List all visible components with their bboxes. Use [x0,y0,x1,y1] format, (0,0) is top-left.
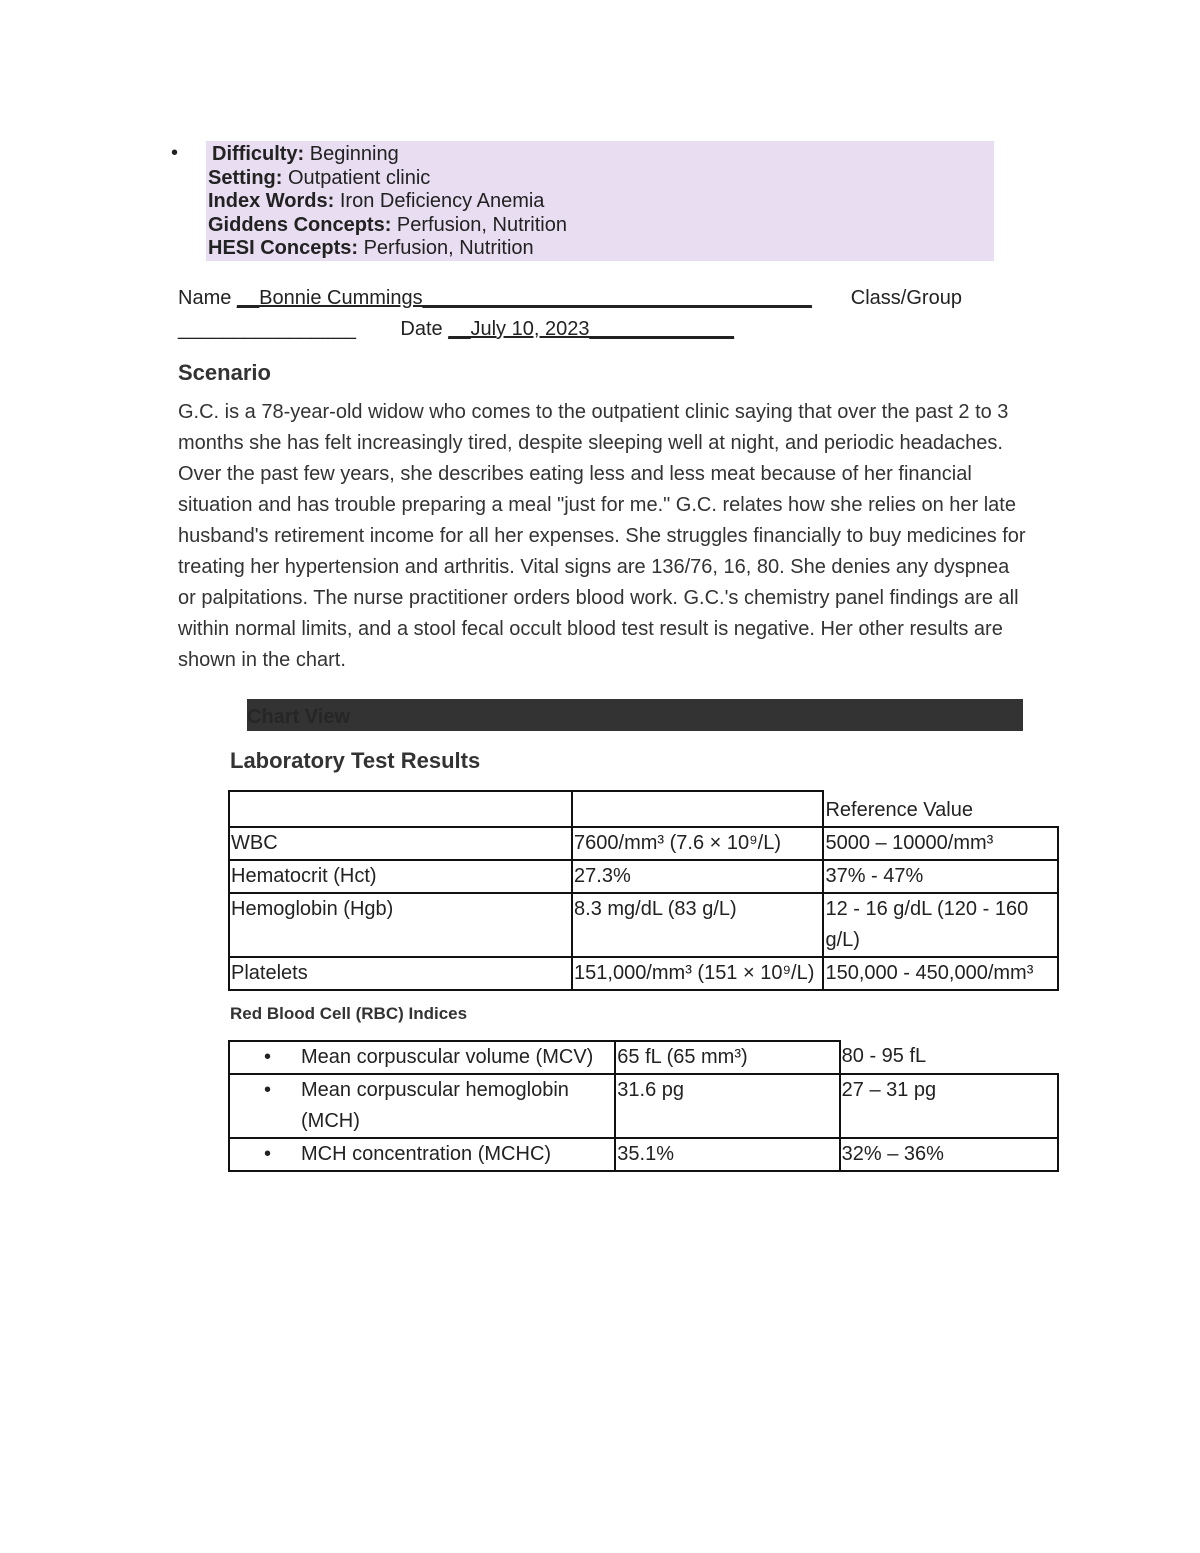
table-row [229,957,1058,990]
scenario-text: G.C. is a 78-year-old widow who comes to the outpatient clinic saying that over the past 2 to 3 months she has felt increasingly tired, despite sleeping well at night, and periodic headaches. Over the past few years, she describes eating less and less meat because of her financial situation and has trouble preparing a meal "just for me." G.C. relates how she relies on her late husband's retirement income for all her expenses. She struggles financially to buy medicines for treating her hypertension and arthritis. Vital signs are 136/76, 16, 80. She denies any dyspnea or palpitations. The nurse practitioner orders blood work. G.C.'s chemistry panel findings are all within normal limits, and a stool fecal occult blood test result is negative. Her other results are shown in the chart. [178,401,1026,671]
hesi-line [208,237,567,261]
difficulty-line [208,143,567,167]
rbc-test-name: • Mean corpuscular hemoglobin (MCH) [229,1074,615,1138]
lab-test-reference: 12 - 16 g/dL (120 - 160 g/L) [823,893,1058,957]
table-row [229,1041,1058,1074]
table-row [229,827,1058,860]
rbc-test-result: 31.6 pg [615,1074,839,1138]
lab-results-heading: Laboratory Test Results [230,748,481,773]
bullet-icon: • [171,142,179,164]
difficulty-value: Beginning [309,143,399,165]
lab-test-name: Hematocrit (Hct) [229,860,572,893]
name-label: Name [178,287,232,309]
lab-test-result: 8.3 mg/dL (83 g/L) [572,893,823,957]
giddens-line [208,214,567,238]
table-row [229,1138,1058,1171]
lab-test-result: 7600/mm³ (7.6 × 10⁹/L) [572,827,823,860]
student-info [178,283,962,345]
index-words-label: Index Words: [208,190,335,212]
lab-results-table [228,790,1059,991]
name-value: __Bonnie Cummings___________________________________ [236,287,812,309]
rbc-test-result: 65 fL (65 mm³) [615,1041,839,1074]
date-value: __July 10, 2023_____________ [448,318,735,340]
table-row [229,860,1058,893]
rbc-test-reference: 32% – 36% [840,1138,1058,1171]
header-cell-reference: Reference Value [823,791,1058,827]
giddens-value: Perfusion, Nutrition [396,213,567,236]
difficulty-label: Difficulty: [212,143,305,165]
rbc-test-reference: 27 – 31 pg [840,1074,1058,1138]
table-row [229,1074,1058,1138]
class-group-value: ________________ [178,318,356,340]
header-cell-result [572,791,823,827]
lab-test-name: WBC [229,827,572,860]
table-row [229,893,1058,957]
setting-value: Outpatient clinic [288,166,431,189]
lab-test-reference: 5000 – 10000/mm³ [823,827,1058,860]
index-words-line [208,190,567,214]
date-label: Date [400,318,443,340]
giddens-label: Giddens Concepts: [208,213,392,236]
setting-line [208,167,567,191]
scenario-heading: Scenario [178,360,271,385]
lab-test-name: Platelets [229,957,572,990]
hesi-label: HESI Concepts: [208,237,359,259]
lab-test-name: Hemoglobin (Hgb) [229,893,572,957]
bullet-icon: • [264,1079,272,1101]
setting-label: Setting: [208,166,283,189]
index-words-value: Iron Deficiency Anemia [339,190,545,212]
hesi-value: Perfusion, Nutrition [363,237,534,259]
rbc-indices-table [228,1040,1059,1172]
lab-test-reference: 150,000 - 450,000/mm³ [823,957,1058,990]
class-group-label: Class/Group [850,287,962,309]
lab-test-reference: 37% - 47% [823,860,1058,893]
header-cell-test [229,791,572,827]
table-header-row [229,791,1058,827]
rbc-test-name: • MCH concentration (MCHC) [229,1138,615,1171]
bullet-icon: • [264,1143,272,1165]
rbc-test-result: 35.1% [615,1138,839,1171]
lab-test-result: 27.3% [572,860,823,893]
case-metadata [208,143,567,261]
bullet-icon: • [264,1046,272,1068]
rbc-test-name: • Mean corpuscular volume (MCV) [229,1041,615,1074]
rbc-indices-heading: Red Blood Cell (RBC) Indices [230,1004,468,1023]
lab-test-result: 151,000/mm³ (151 × 10⁹/L) [572,957,823,990]
chart-view-bar [247,699,1023,731]
rbc-test-reference: 80 - 95 fL [840,1041,1058,1074]
chart-view-label: Chart View [247,706,350,728]
